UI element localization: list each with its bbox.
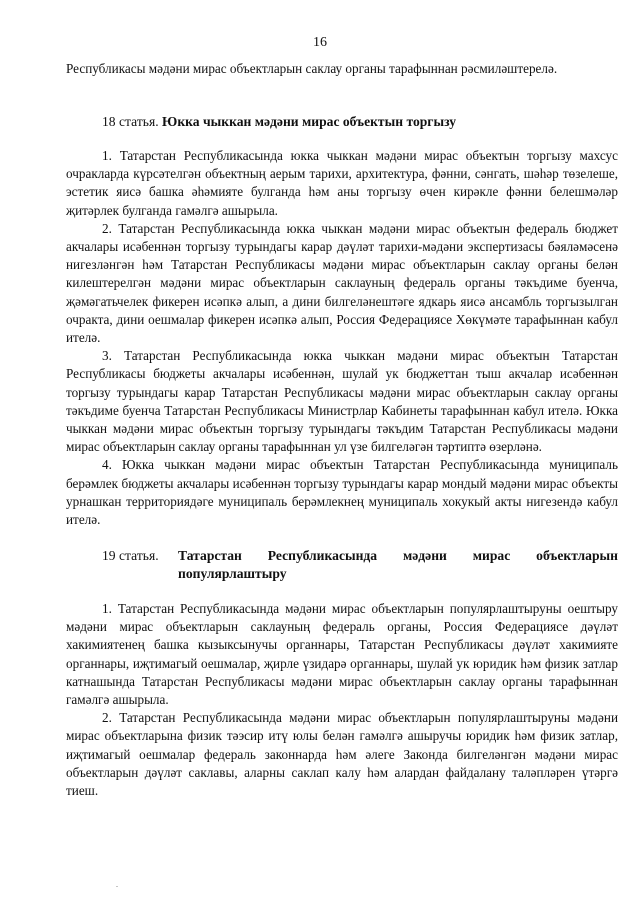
article-19-number: 19 статья.	[102, 548, 159, 563]
article-18-number: 18 статья.	[102, 114, 159, 129]
article-18-paragraph-2: 2. Татарстан Республикасында юкка чыккан мәдәни мирас объектын федераль бюджет акчалары исәбеннән торгызу турындагы карар дәүләт тарихи-мәдәни экспертизасы бәяләмәсенә нигезләнгән һәм Татарстан Республикасы мәдәни мирас объектларын саклау органы белән килештерелгән мәдәни мирас объектларын саклауның федераль органы тәкъдиме буенча, җәмәгатьчелек фикерен исәпкә алып, а дини билгеләнештәге ядкарь яисә ансамбль торгызылган очракта, дини оешмалар фикерен исәпкә алып, Россия Федерациясе Хөкүмәте тарафыннан кабул ителә.	[66, 220, 618, 346]
intro-paragraph-block	[66, 60, 618, 78]
intro-paragraph: Республикасы мәдәни мирас объектларын саклау органы тарафыннан рәсмиләштерелә.	[66, 61, 558, 76]
article-19-paragraph-1: 1. Татарстан Республикасында мәдәни мирас объектларын популярлаштыруны оештыру мәдәни мирас объектларын саклауның федераль органы, Россия Федерациясе дәүләт хакимиятенең башка кызыксынучы органнары, Татарстан Республикасы дәүләт хакимияте органнары, иҗтимагый оешмалар, җирле үзидарә органнары, шулай ук юридик һәм физик затлар катнашында Татарстан Республикасы мәдәни мирас объектларын саклау органы тарафыннан гамәлгә ашырыла.	[66, 601, 618, 708]
article-19-paragraph-2: 2. Татарстан Республикасында мәдәни мирас объектларын популярлаштыруны мәдәни мирас объектларына физик тәэсир итү юлы белән гамәлгә ашыручы юридик һәм физик затлар, иҗтимагый оешмалар федераль законнарда һәм әлеге Законда билгеләнгән мәдәни мирас объектларын дәүләт саклавы, аларны саклап калу һәм алардан файдалану таләпләрен үтәргә тиеш.	[66, 710, 618, 799]
article-18-title: Юкка чыккан мәдәни мирас объектын торгызу	[162, 114, 457, 129]
scan-dot: .	[116, 880, 118, 889]
article-19-heading	[66, 547, 618, 583]
article-18-paragraph-3: 3. Татарстан Республикасында юкка чыккан мәдәни мирас объектын Татарстан Республикасы бюджеты акчалары исәбеннән, шулай ук бюджеттан тыш акчалар исәбеннән торгызу турындагы карар Татарстан Республикасы мәдәни мирас объектларын саклау органы тәкъдиме буенча Татарстан Республикасы Министрлар Кабинеты тарафыннан кабул ителә. Юкка чыккан мәдәни мирас объектын торгызу турындагы тәкъдим Татарстан Республикасы мәдәни мирас объектларын саклау органы тарафыннан ул үзе билгеләгән тәртиптә өзерләнә.	[66, 348, 618, 455]
article-19-title: Татарстан Республикасында мәдәни мирас объектларын популярлаштыру	[178, 548, 618, 582]
article-19-body	[66, 600, 618, 800]
article-18-paragraph-1: 1. Татарстан Республикасында юкка чыккан мәдәни мирас объектын торгызу махсус очракларда күрсәтелгән объектның аерым тарихи, архитектура, фәнни, сәнгать, шәһәр төзелеше, эстетик яисә башка әһәмияте булганда һәм аны торгызу өчен кирәкле фәнни белешмәләр җитәрлек булганда гамәлгә ашырыла.	[66, 148, 618, 218]
article-18-body	[66, 147, 618, 529]
article-18-heading	[66, 113, 618, 131]
article-18-paragraph-4: 4. Юкка чыккан мәдәни мирас объектын Татарстан Республикасында муниципаль берәмлек бюджеты акчалары исәбеннән торгызу турындагы карар мондый мәдәни мирас объекты урнашкан территориядәге муниципаль берәмлекнең муниципаль хокукый акты нигезендә кабул ителә.	[66, 457, 618, 528]
page-number: 16	[313, 35, 327, 50]
